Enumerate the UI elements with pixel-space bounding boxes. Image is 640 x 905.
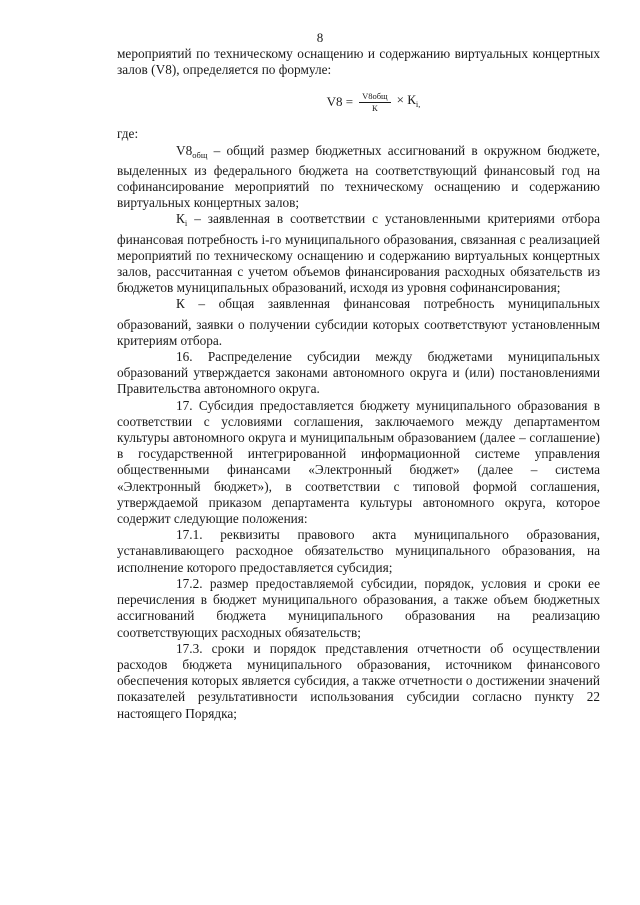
definition-item: К – общая заявленная финансовая потребность муниципальных образований, заявки о получении субсидии которых соответствуют установленным критериям отбора. bbox=[117, 296, 600, 348]
formula-fraction bbox=[359, 91, 391, 114]
page-number: 8 bbox=[316, 30, 324, 45]
definition-item: $V8_{общ}$ – общий размер бюджетных ассигнований в окружном бюджете, выделенных из федерального бюджета на соответствующий финансовый год на софинансирование мероприятий по техническому оснащению и содержанию виртуальных концертных залов; bbox=[117, 142, 600, 211]
formula-lhs: V8 = bbox=[326, 94, 354, 110]
paragraph-17: 17. Субсидия предоставляется бюджету муниципального образования в соответствии с условиями соглашения, заключаемого между департаментом культуры автономного округа и муниципальным образованием (далее – соглашение) в государственной интегрированной информационной системе управления общественными финансами «Электронный бюджет» (далее – система «Электронный бюджет»), в соответствии с типовой формой соглашения, утверждаемой приказом департамента культуры автономного округа, которое содержит следующие положения: bbox=[117, 397, 600, 527]
paragraph-17-3: 17.3. сроки и порядок представления отчетности об осуществлении расходов бюджета муниципального образования, источником финансового обеспечения которых является субсидия, а также отчетности о достижении значений показателей результативности использования субсидии согласно пункту 22 настоящего Порядка; bbox=[117, 640, 600, 721]
where-label: где: bbox=[117, 126, 139, 142]
document-body bbox=[117, 46, 600, 722]
formula bbox=[147, 78, 600, 126]
definition-item: $К_i$ – заявленная в соответствии с установленными критериями отбора финансовая потребность i-го муниципального образования, связанная с реализацией мероприятий по техническому оснащению и содержанию виртуальных концертных залов, рассчитанная с учетом объемов финансирования расходных обязательств из бюджетов муниципальных образований, исходя из уровня софинансирования; bbox=[117, 211, 600, 296]
paragraph-17-2: 17.2. размер предоставляемой субсидии, порядок, условия и сроки ее перечисления в бюджет муниципального образования, а также объем бюджетных ассигнований бюджета муниципального образования на реализацию соответствующих расходных обязательств; bbox=[117, 575, 600, 640]
formula-multiplier: × $К_{i,}$ bbox=[396, 92, 421, 110]
formula-denominator: К bbox=[372, 102, 378, 113]
intro-paragraph: мероприятий по техническому оснащению и содержанию виртуальных концертных залов (V8), определяется по формуле: bbox=[117, 46, 600, 78]
paragraph-16: 16. Распределение субсидии между бюджетами муниципальных образований утверждается законами автономного округа и (или) постановлениями Правительства автономного округа. bbox=[117, 349, 600, 397]
formula-numerator: V8общ bbox=[359, 91, 391, 103]
paragraph-17-1: 17.1. реквизиты правового акта муниципального образования, устанавливающего расходное обязательство муниципального образования, на исполнение которого предоставляется субсидия; bbox=[117, 527, 600, 575]
